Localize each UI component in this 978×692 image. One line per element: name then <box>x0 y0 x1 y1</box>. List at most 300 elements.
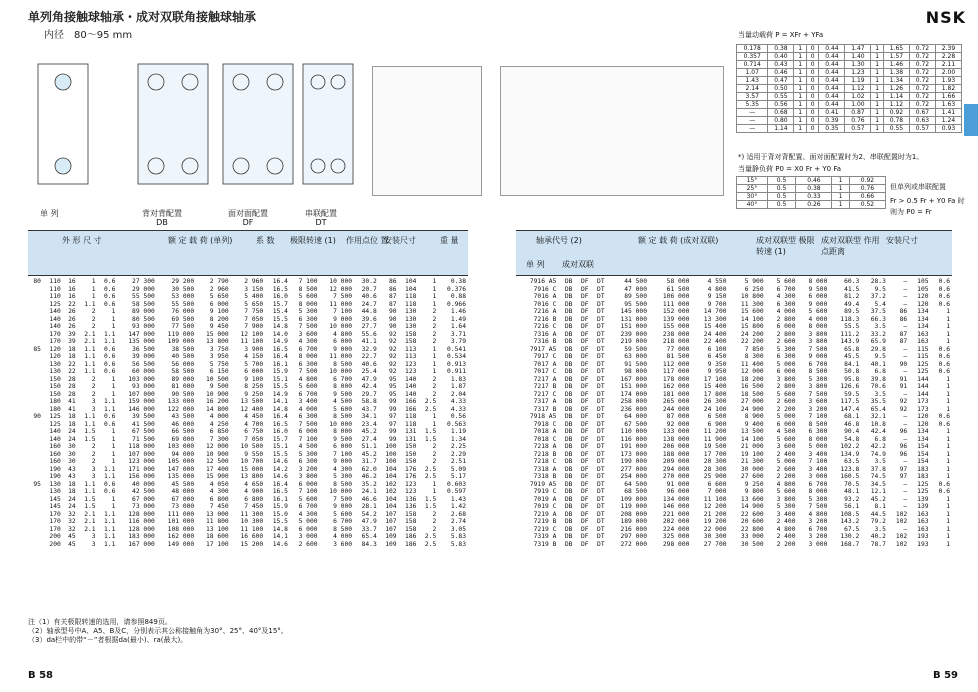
right-table-row <box>516 466 952 474</box>
left-table-cell: 2 <box>91 308 96 315</box>
right-table-cell: 17 100 <box>703 375 727 383</box>
left-table-cell: 190 <box>49 465 61 473</box>
right-table-cell: 3 400 <box>808 465 828 473</box>
right-table-cell: 63.5 <box>844 458 860 465</box>
right-table-cell: DF <box>580 345 589 353</box>
left-table-cell: 44.8 <box>361 308 377 315</box>
right-table-cell: 7018 C <box>533 435 557 443</box>
left-table-cell: 7 500 <box>298 420 318 428</box>
left-table-cell: 15 000 <box>205 330 229 338</box>
e-table-cell: 1.02 <box>845 93 871 101</box>
left-table-cell: 1 <box>91 278 96 285</box>
right-table-cell: — <box>903 278 908 285</box>
left-table-cell: 1.1 <box>84 353 96 360</box>
left-table-cell <box>28 496 43 504</box>
right-table-cell: 7317 B <box>533 405 557 413</box>
right-table-cell: 143.9 <box>840 338 860 345</box>
left-table-cell <box>28 376 43 384</box>
right-table-cell: 0.6 <box>938 413 950 420</box>
e-table-cell: 1 <box>871 85 884 93</box>
left-table-cell: 1 <box>432 353 437 360</box>
left-table-cell: 109 000 <box>167 338 195 345</box>
right-table-cell: 59 500 <box>624 345 648 353</box>
left-table-cell: 0.56 <box>450 413 466 420</box>
left-table-cell: 6 700 <box>298 503 318 510</box>
right-table-cell: 91 <box>899 375 908 383</box>
right-table-cell: 17 700 <box>703 450 727 458</box>
left-table-row <box>28 338 468 346</box>
right-table-cell: 87 000 <box>666 413 690 420</box>
right-table-cell: 92 <box>899 405 908 413</box>
e-table-row <box>737 53 962 61</box>
left-table-cell: 99 <box>389 398 397 405</box>
left-table-cell: 4 450 <box>244 413 264 420</box>
hdr-install: 安装尺寸 <box>384 236 416 245</box>
left-table-cell: 1 <box>111 375 116 383</box>
left-table-cell: 6 800 <box>244 495 264 503</box>
left-table-cell: 76 000 <box>171 308 195 315</box>
right-table-cell: 134 <box>917 428 929 435</box>
static-table-cell: 1 <box>832 177 849 185</box>
right-table-cell: DB <box>564 465 573 473</box>
right-table-cell: 3 800 <box>776 495 796 503</box>
right-table-cell: 37.2 <box>870 293 886 300</box>
static-table-cell: 15° <box>737 177 768 185</box>
left-table-cell: 84.3 <box>361 540 377 548</box>
right-table-cell: 44.5 <box>870 510 886 518</box>
left-table-cell: 11 100 <box>240 338 264 345</box>
right-table-cell: 4 300 <box>776 293 796 300</box>
left-table-cell: 130 <box>405 308 417 315</box>
right-table-cell: DB <box>564 360 573 368</box>
right-table-cell: 102 <box>895 540 908 548</box>
cond2: 则为 P0 = Fr <box>890 208 932 216</box>
right-table-cell: 9 150 <box>707 293 727 300</box>
right-table-cell: 134.9 <box>840 450 860 458</box>
right-table-cell: 133 000 <box>662 428 690 435</box>
right-table-cell: 1 <box>946 398 950 405</box>
left-table-cell: 16 200 <box>205 398 229 405</box>
left-table-cell: 1 <box>111 390 116 398</box>
right-table-cell: 7919 A5 <box>529 480 557 488</box>
right-table-cell: 6 000 <box>776 323 796 330</box>
e-table-cell: 1.65 <box>883 45 909 53</box>
left-table-cell: 15.4 <box>272 308 288 315</box>
e-factor-table <box>736 44 962 133</box>
left-table-cell: 2.5 <box>424 465 437 473</box>
right-table-cell: 216 000 <box>620 525 648 533</box>
left-table-cell <box>28 323 43 331</box>
left-table-cell: 7 300 <box>209 435 229 443</box>
hdr-pair-load: 额 定 载 荷 (成对双联) <box>638 236 719 245</box>
right-table-row <box>516 421 952 429</box>
left-table-cell: 6 700 <box>333 375 353 383</box>
left-table-cell: 2 <box>432 308 437 315</box>
left-table-cell: 3.05 <box>450 525 466 533</box>
right-table-cell: 28 300 <box>703 465 727 473</box>
right-table-cell: 40.2 <box>870 533 886 540</box>
right-table-cell: 7 100 <box>808 458 828 465</box>
left-table-cell: 13 800 <box>205 338 229 345</box>
right-table-cell: 3 000 <box>808 473 828 480</box>
left-table-cell: 0.6 <box>104 293 116 300</box>
static-table-cell: 0.66 <box>849 193 885 201</box>
left-table-cell: 15.1 <box>272 375 288 383</box>
left-table-cell: 67 000 <box>132 495 155 503</box>
left-table-cell: 170 <box>49 338 61 345</box>
left-table-cell: 10 300 <box>240 518 264 525</box>
right-table-cell: 6 300 <box>776 353 796 360</box>
left-table-cell: 73 000 <box>132 503 155 510</box>
right-table-cell: 193 <box>917 533 929 540</box>
left-table-row <box>28 511 468 519</box>
left-table-cell: 123 000 <box>128 458 155 465</box>
left-table-row <box>28 443 468 451</box>
left-table-cell: 9 450 <box>209 323 229 330</box>
right-table-cell: 24 100 <box>703 405 727 413</box>
right-table-cell: 9 950 <box>707 368 727 375</box>
e-table-cell: 0.72 <box>909 85 935 93</box>
page-number-right: B 59 <box>932 670 958 681</box>
left-table-cell: 4 800 <box>333 330 353 338</box>
right-table-cell: — <box>903 480 908 488</box>
right-table-cell: 1 <box>946 308 950 315</box>
left-table-cell: 60 000 <box>132 368 155 375</box>
right-table-cell: DT <box>597 533 605 540</box>
left-table-cell: 5 000 <box>298 518 318 525</box>
left-table-cell: 6 700 <box>298 390 318 398</box>
right-table-cell: 3 800 <box>808 338 828 345</box>
left-table-cell: 18 <box>68 353 76 360</box>
right-table-cell: 2 400 <box>776 533 796 540</box>
right-table-cell: 7219 A <box>533 510 557 518</box>
left-table-cell: 24 <box>68 428 76 435</box>
left-table-cell: 30 <box>68 458 76 465</box>
right-table-cell: 163 <box>917 338 929 345</box>
right-table-cell: 178 000 <box>662 375 690 383</box>
left-table-cell: 9 100 <box>209 308 229 315</box>
left-table-cell: 158 <box>405 518 417 525</box>
left-table-cell: 16.4 <box>272 413 288 420</box>
left-table-cell: 130 <box>49 368 61 375</box>
right-table-cell: 12 000 <box>740 368 764 375</box>
left-table-cell: 92 <box>389 353 397 360</box>
left-table-cell: 27.7 <box>361 323 377 330</box>
right-table-cell: 44 500 <box>624 278 648 285</box>
left-table-cell: 6 300 <box>298 413 318 420</box>
static-table-row <box>737 201 886 209</box>
right-table-cell: 22 600 <box>740 510 764 518</box>
right-table-cell: DB <box>564 473 573 480</box>
left-table-cell: 171 000 <box>128 465 155 473</box>
footnotes <box>28 618 288 645</box>
left-table-cell: 5 600 <box>333 405 353 413</box>
static-table-cell: 25° <box>737 185 768 193</box>
right-table-cell: 7 500 <box>808 345 828 353</box>
left-table-cell: 45.2 <box>361 428 377 435</box>
left-table-cell: 39 500 <box>132 413 155 420</box>
left-table-cell: 30 <box>68 443 76 450</box>
right-table-cell: 21 000 <box>740 443 764 450</box>
left-table-cell: 119 000 <box>167 330 195 338</box>
right-table-cell: DB <box>564 450 573 458</box>
left-table-cell: 110 <box>49 285 61 293</box>
left-table-cell: 2 <box>91 450 96 458</box>
right-table-cell: DF <box>580 488 589 495</box>
left-table-cell: 116 000 <box>128 518 155 525</box>
e-table-cell: 0 <box>806 85 819 93</box>
left-table-cell: 85 <box>33 345 41 353</box>
left-table-cell: 58 500 <box>132 300 155 308</box>
right-table-cell: 7318 A <box>533 465 557 473</box>
right-table-cell: 7317 A <box>533 398 557 405</box>
right-table-cell: DT <box>597 473 605 480</box>
left-table-cell: 14.9 <box>272 338 288 345</box>
right-table-cell: 108.5 <box>840 510 860 518</box>
right-table-cell: 68 500 <box>624 488 648 495</box>
e-table-cell: — <box>737 109 768 117</box>
left-table-cell: 9 550 <box>244 450 264 458</box>
left-table-cell: 17 100 <box>205 540 229 548</box>
left-table-row <box>28 458 468 466</box>
right-table-cell: 163 <box>917 518 929 525</box>
right-table-cell: 78.7 <box>870 540 886 548</box>
static-table-cell: 0.5 <box>767 177 796 185</box>
right-table-cell: 77 000 <box>666 345 690 353</box>
left-table-cell: 4 000 <box>333 533 353 540</box>
right-table-cell: DT <box>597 308 605 315</box>
e-table-cell: 0.72 <box>909 53 935 61</box>
left-table-cell: 7 050 <box>244 315 264 323</box>
left-table-cell: 15 900 <box>205 473 229 480</box>
right-table-cell: 87 <box>899 338 908 345</box>
right-table-cell: 2 200 <box>776 540 796 548</box>
left-table-cell: 109 <box>385 540 397 548</box>
left-table-cell: 1.1 <box>84 345 96 353</box>
right-table-cell: DB <box>564 278 573 285</box>
right-table-cell: 163 <box>917 510 929 518</box>
left-table-cell: 107 <box>385 525 397 533</box>
left-table-cell: 0.6 <box>104 413 116 420</box>
left-table-cell: 140 <box>49 435 61 443</box>
left-table-cell: 16.4 <box>272 278 288 285</box>
label-df-cn: 面对面配置 <box>228 209 268 218</box>
left-table-cell: 2.1 <box>84 525 96 533</box>
left-table-cell: 107 <box>385 510 397 518</box>
left-table-cell <box>28 391 43 399</box>
left-table-cell: 7 500 <box>298 323 318 330</box>
right-table-cell: 11 200 <box>703 428 727 435</box>
static-table-cell: 0.33 <box>796 193 832 201</box>
right-table-cell: DB <box>564 525 573 533</box>
left-table-cell: 5 600 <box>298 293 318 300</box>
e-table-cell: 0.38 <box>768 45 794 53</box>
right-table-cell: 1 <box>946 443 950 450</box>
left-table-cell: 135 000 <box>167 473 195 480</box>
left-table-cell: 40 500 <box>171 353 195 360</box>
left-table-cell: 16.5 <box>272 285 288 293</box>
left-table-cell: 12 000 <box>205 443 229 450</box>
e-table-cell: 1.43 <box>737 77 768 85</box>
left-table-cell: 6 800 <box>209 495 229 503</box>
label-single: 单 列 <box>40 209 59 218</box>
right-table-cell: 59.5 <box>844 390 860 398</box>
right-table-row <box>516 293 952 301</box>
left-table-cell: 120 <box>49 345 61 353</box>
static-table-cell: 0.5 <box>767 193 796 201</box>
right-table-row <box>516 473 952 481</box>
right-table-cell: 109 000 <box>620 495 648 503</box>
left-table-cell: 159 000 <box>128 398 155 405</box>
right-table-cell: 7316 B <box>533 338 557 345</box>
left-table-cell: 1.1 <box>104 398 116 405</box>
left-table-cell: 2 <box>91 375 96 383</box>
right-table-cell: 5 600 <box>776 488 796 495</box>
e-table-cell: 1.24 <box>935 117 961 125</box>
right-table-cell: DF <box>580 428 589 435</box>
right-table-cell: DB <box>564 405 573 413</box>
right-table-cell: 106 000 <box>662 293 690 300</box>
right-table-cell: 7219 B <box>533 518 557 525</box>
e-table-cell: 1 <box>794 69 807 77</box>
left-table-cell: 2.1 <box>84 338 96 345</box>
left-table-cell: 6 850 <box>209 428 229 435</box>
e-table-cell: 0.44 <box>819 85 845 93</box>
left-table-cell <box>28 511 43 519</box>
right-table-cell: 98 000 <box>624 368 648 375</box>
right-table-cell: 6.8 <box>874 435 886 443</box>
e-table-cell: 1 <box>871 69 884 77</box>
right-table-cell: 325 000 <box>662 533 690 540</box>
left-table-cell: 73 000 <box>171 503 195 510</box>
right-table-cell: 30 500 <box>740 540 764 548</box>
left-table-cell: 1 <box>432 488 437 495</box>
left-table-cell: 66 500 <box>171 428 195 435</box>
right-table-cell: 134 <box>917 308 929 315</box>
bore-range: 内径 80～95 mm <box>44 30 133 41</box>
left-table-cell: 5 300 <box>298 308 318 315</box>
right-table-cell: 42.2 <box>870 443 886 450</box>
left-table-cell: 145 <box>49 503 61 510</box>
right-table-cell: 9 350 <box>707 360 727 368</box>
right-table-cell: 102.2 <box>840 443 860 450</box>
e-table-cell: 0.55 <box>883 125 909 133</box>
left-table-cell <box>28 451 43 459</box>
right-table-cell: 7919 C <box>533 488 557 495</box>
right-table-cell: 9 400 <box>744 420 764 428</box>
left-table-cell: 183 000 <box>128 533 155 540</box>
left-table-row <box>28 496 468 504</box>
e-table-cell: 0.93 <box>935 125 961 133</box>
left-table-cell: 5 650 <box>209 293 229 300</box>
left-table-cell: 1 <box>111 435 116 443</box>
left-table-cell: 2 <box>91 390 96 398</box>
right-table-cell: DT <box>597 510 605 518</box>
e-table-cell: 0.44 <box>819 93 845 101</box>
left-table-cell: 62.0 <box>361 465 377 473</box>
right-table-cell: DF <box>580 510 589 518</box>
left-table-cell: 15.7 <box>272 300 288 308</box>
left-table-cell: 6 700 <box>298 345 318 353</box>
right-table-cell: 1 <box>946 473 950 480</box>
right-table-cell: 15 600 <box>740 308 764 315</box>
right-table-cell: 5.4 <box>874 300 886 308</box>
left-table-cell: 16 <box>68 278 76 285</box>
left-table-cell: 1 <box>91 293 96 300</box>
left-table-row <box>28 398 468 406</box>
right-table-cell: — <box>903 368 908 375</box>
right-table-cell: 63 000 <box>624 353 648 360</box>
left-table-cell: 1 <box>432 368 437 375</box>
left-table-row <box>28 436 468 444</box>
left-table-cell: 1 <box>111 503 116 510</box>
left-table-cell: 7 100 <box>333 450 353 458</box>
right-table-cell: 125 <box>917 488 929 495</box>
e-table-cell: 0.57 <box>845 125 871 133</box>
left-table-cell: 8 500 <box>333 480 353 488</box>
left-table-cell: 8 500 <box>333 525 353 533</box>
right-table-cell: 86 <box>899 315 908 323</box>
e-table-cell: 1 <box>794 109 807 117</box>
right-table-cell: 117 000 <box>662 368 690 375</box>
left-table-cell: 0.966 <box>447 300 466 308</box>
left-table-cell: 2 <box>432 323 437 330</box>
right-table-cell: 92 <box>899 398 908 405</box>
left-table-cell: 5.83 <box>450 533 466 540</box>
right-table-row <box>516 413 952 421</box>
left-table-cell: 13 800 <box>240 473 264 480</box>
left-table-cell: 46.2 <box>361 473 377 480</box>
right-table-cell: 3 800 <box>808 330 828 338</box>
static-table-row <box>737 177 886 185</box>
left-table-cell: 92 <box>389 330 397 338</box>
right-table-row <box>516 368 952 376</box>
left-table-cell: 123 <box>405 360 417 368</box>
right-data-table <box>516 278 952 548</box>
static-table-row <box>737 185 886 193</box>
left-table-cell: 190 <box>49 473 61 480</box>
right-table-cell: 8 900 <box>744 413 764 420</box>
left-table-cell: 41 <box>68 398 76 405</box>
left-table-cell: 200 <box>49 540 61 548</box>
e-table-cell: 0.72 <box>909 61 935 69</box>
left-table-cell: 1 <box>111 450 116 458</box>
left-table-cell: 4 700 <box>244 420 264 428</box>
right-table-cell: DB <box>564 503 573 510</box>
left-table-cell: 1 <box>432 360 437 368</box>
right-table-cell: 7918 C <box>533 420 557 428</box>
left-table-cell: 40.6 <box>361 360 377 368</box>
static-table-cell: 0.5 <box>767 185 796 193</box>
right-table-cell: DB <box>564 308 573 315</box>
left-table-cell: 4.33 <box>450 405 466 413</box>
left-table-cell: 46.6 <box>361 495 377 503</box>
right-table-cell: 1 <box>946 518 950 525</box>
right-table-cell: 181 000 <box>662 390 690 398</box>
left-table-cell: 125 <box>49 300 61 308</box>
left-table-cell <box>28 533 43 541</box>
e-table-cell: 1.41 <box>935 109 961 117</box>
right-table-cell: 64 500 <box>624 480 648 488</box>
left-table-cell: 6 000 <box>333 443 353 450</box>
left-table-cell: 90 <box>389 315 397 323</box>
right-table-cell: 9 250 <box>744 480 764 488</box>
e-table-cell: 1 <box>871 101 884 109</box>
left-table-cell: 103 000 <box>128 375 155 383</box>
right-table-cell: 3 200 <box>808 533 828 540</box>
e-table-cell: 1.12 <box>883 101 909 109</box>
right-table-row <box>516 511 952 519</box>
